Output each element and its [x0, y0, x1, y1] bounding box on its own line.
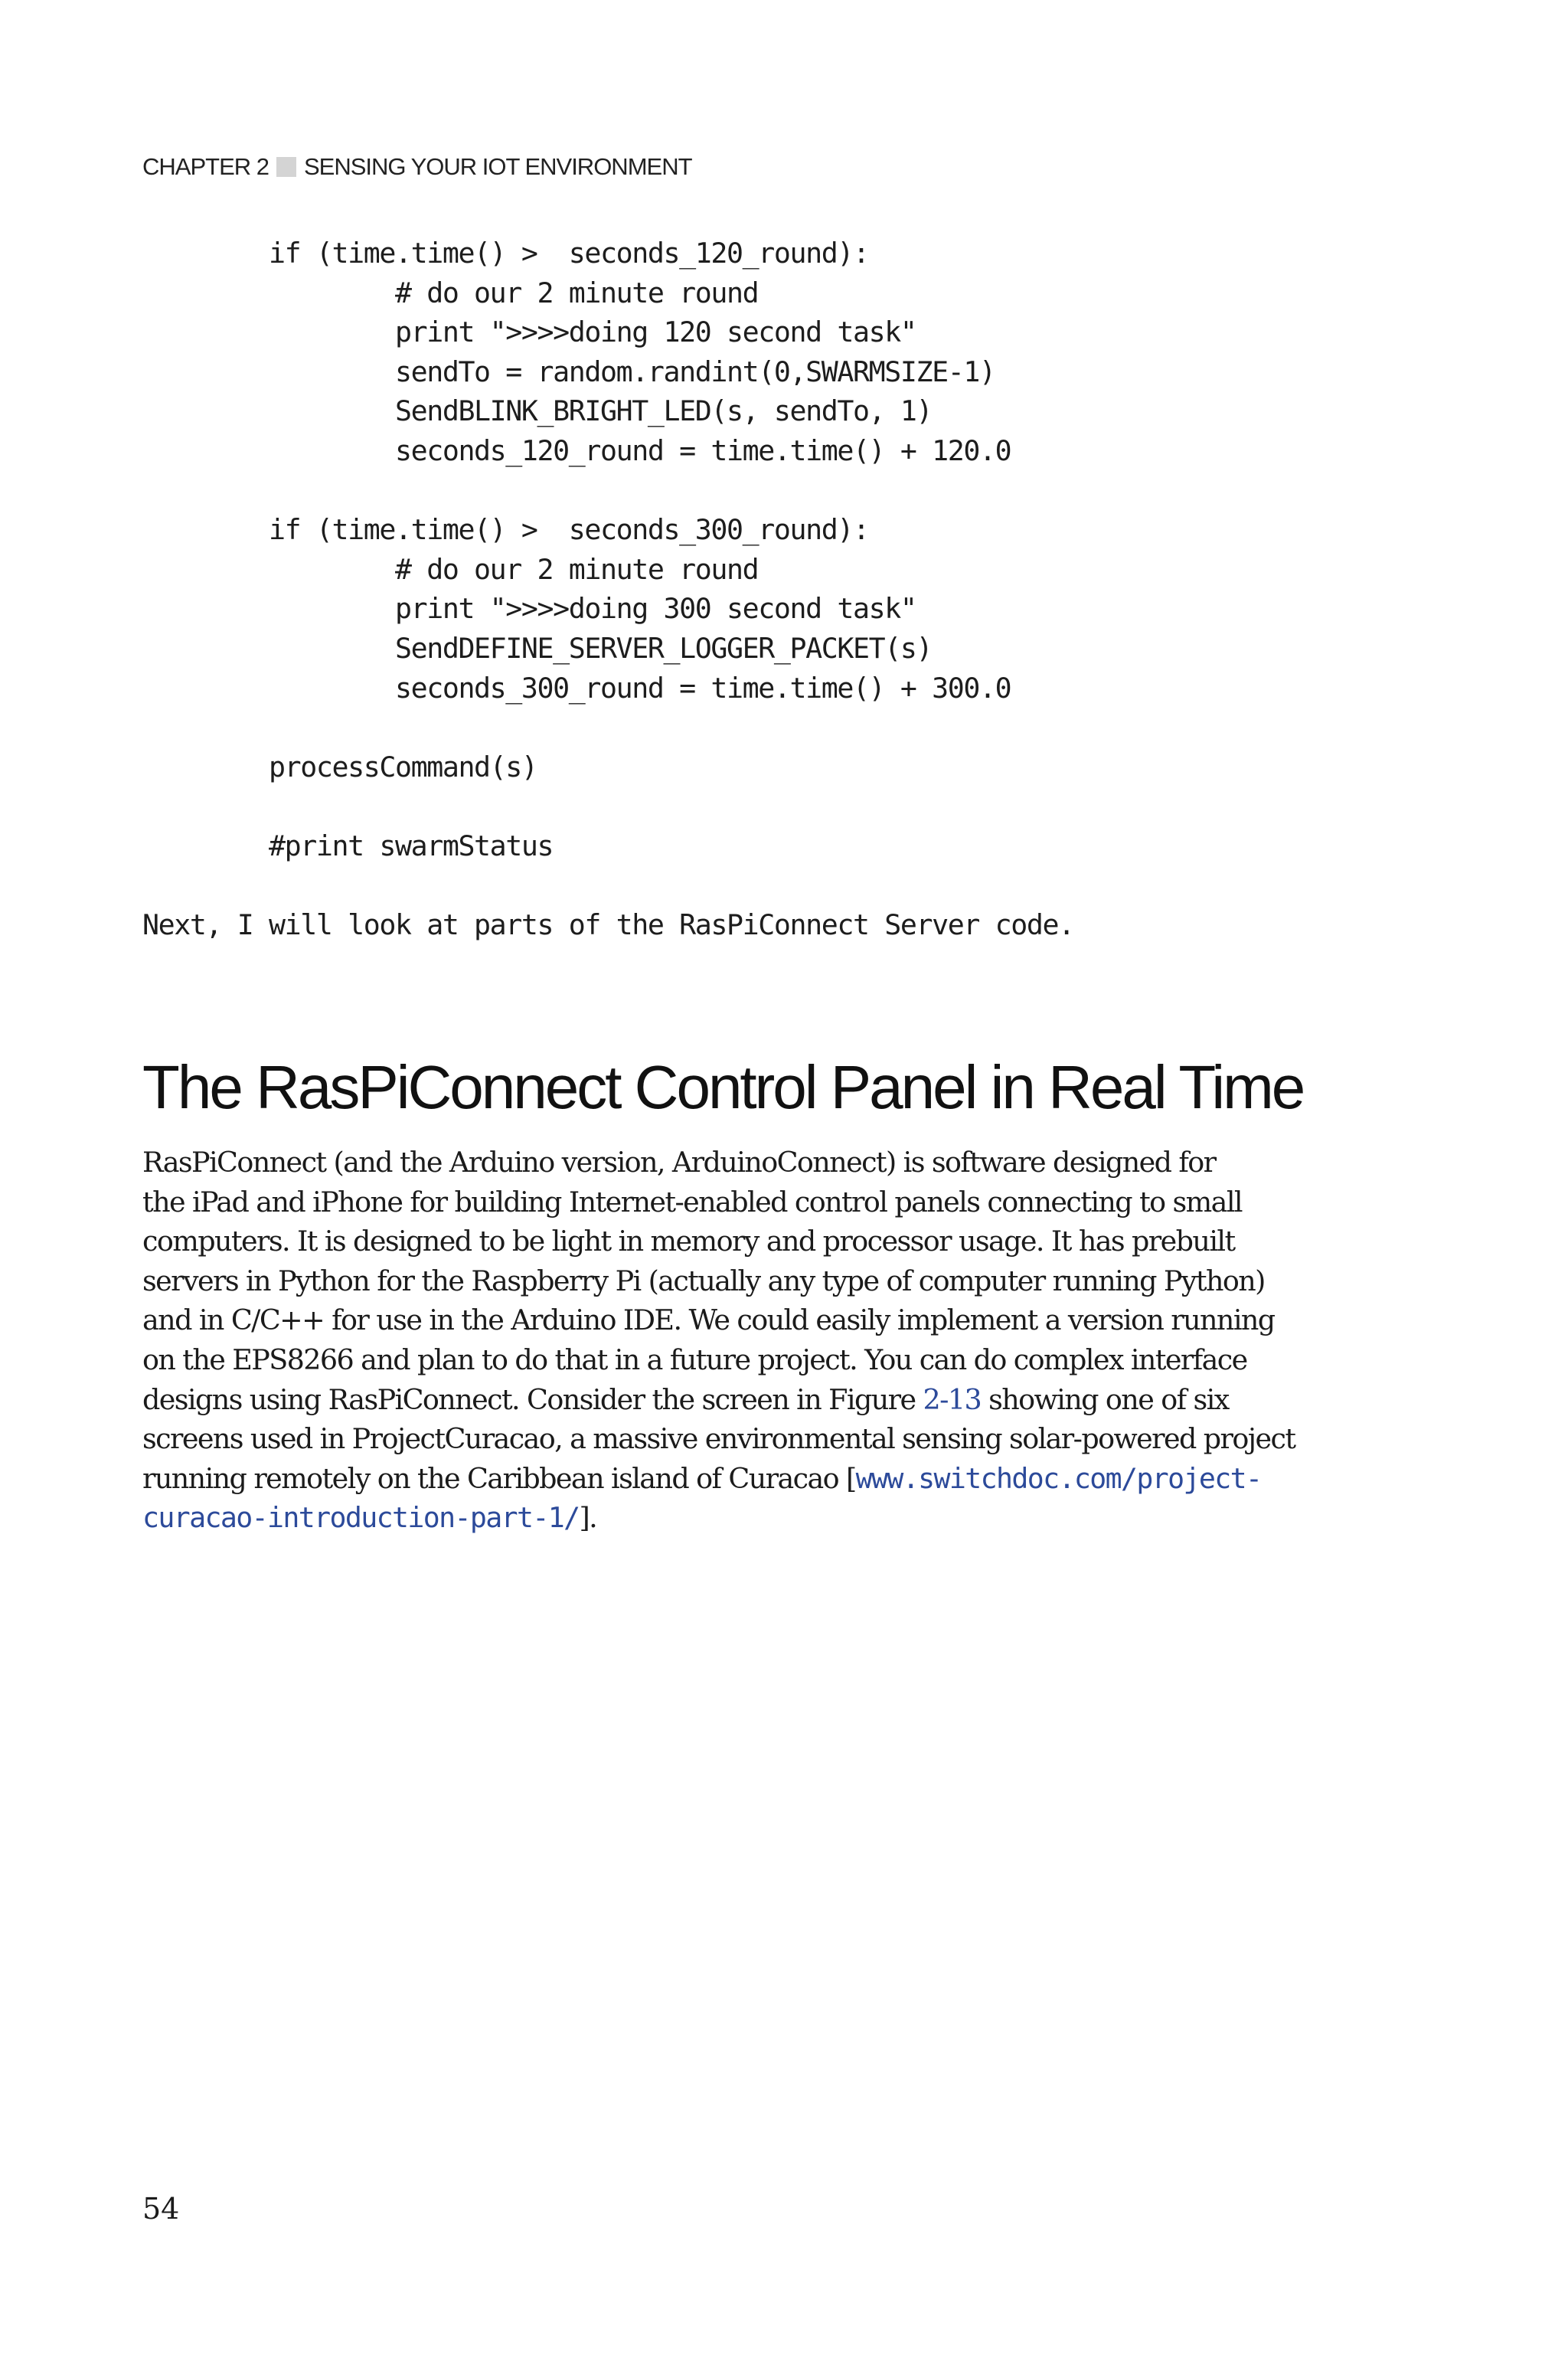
- code-line: # do our 2 minute round: [142, 552, 759, 586]
- code-line: [142, 866, 1074, 906]
- code-line: # do our 2 minute round: [142, 276, 759, 309]
- paragraph-line: [142, 1380, 1367, 1420]
- code-line: print ">>>>doing 300 second task": [142, 592, 916, 626]
- code-line: [142, 708, 1074, 747]
- code-line: seconds_300_round = time.time() + 300.0: [142, 671, 1011, 705]
- url-link[interactable]: curacao-introduction-part-1/: [142, 1501, 580, 1535]
- paragraph-line: computers. It is designed to be light in memory and processor usage. It has prebuilt: [142, 1225, 1235, 1258]
- paragraph-line: on the EPS8266 and plan to do that in a future project. You can do complex interface: [142, 1343, 1247, 1376]
- code-line: [142, 471, 1074, 511]
- paragraph-line: the iPad and iPhone for building Internet-enabled control panels connecting to small: [142, 1185, 1242, 1218]
- header-square-icon: [276, 157, 296, 177]
- url-link[interactable]: www.switchdoc.com/project-: [855, 1461, 1262, 1495]
- code-line: SendBLINK_BRIGHT_LED(s, sendTo, 1): [142, 394, 933, 428]
- figure-link[interactable]: 2-13: [923, 1382, 982, 1416]
- code-line: if (time.time() > seconds_300_round):: [142, 513, 869, 547]
- paragraph-text: showing one of six: [981, 1382, 1229, 1416]
- code-line: sendTo = random.randint(0,SWARMSIZE-1): [142, 355, 995, 388]
- page-number: 54: [142, 2192, 180, 2226]
- paragraph-line: RasPiConnect (and the Arduino version, ArduinoConnect) is software designed for: [142, 1146, 1216, 1179]
- section-heading: The RasPiConnect Control Panel in Real Time: [142, 1053, 1304, 1121]
- code-line: processCommand(s): [142, 750, 537, 783]
- paragraph-line: [142, 1459, 1367, 1499]
- paragraph-text: ].: [579, 1501, 597, 1535]
- paragraph-line: and in C/C++ for use in the Arduino IDE. We could easily implement a version running: [142, 1303, 1275, 1337]
- paragraph-line: servers in Python for the Raspberry Pi (actually any type of computer running Python): [142, 1264, 1265, 1297]
- paragraph-line: screens used in ProjectCuracao, a massive environmental sensing solar-powered project: [142, 1422, 1295, 1456]
- code-line: seconds_120_round = time.time() + 120.0: [142, 433, 1011, 467]
- code-block: [142, 234, 1074, 945]
- body-paragraph: [142, 1143, 1367, 1538]
- chapter-title: SENSING YOUR IOT ENVIRONMENT: [303, 153, 692, 180]
- chapter-label: CHAPTER 2: [142, 153, 269, 180]
- paragraph-text: running remotely on the Caribbean island of Curacao [: [142, 1461, 856, 1495]
- code-line: Next, I will look at parts of the RasPiConnect Server code.: [142, 908, 1074, 942]
- code-line: SendDEFINE_SERVER_LOGGER_PACKET(s): [142, 631, 933, 665]
- code-line: print ">>>>doing 120 second task": [142, 316, 916, 349]
- paragraph-text: designs using RasPiConnect. Consider the screen in Figure: [142, 1382, 923, 1416]
- code-line: if (time.time() > seconds_120_round):: [142, 237, 869, 270]
- paragraph-line: [142, 1498, 1367, 1538]
- running-header: [142, 153, 692, 181]
- code-line: #print swarmStatus: [142, 829, 554, 862]
- code-line: [142, 787, 1074, 826]
